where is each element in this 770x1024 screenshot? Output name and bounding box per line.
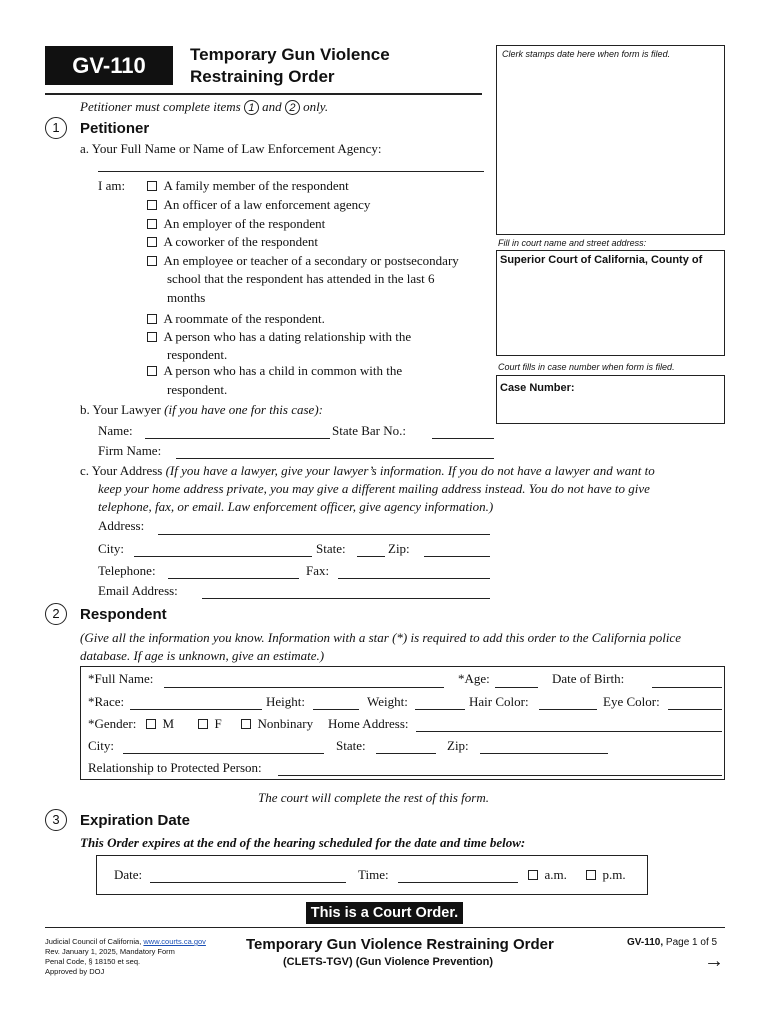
case-number-note: Court fills in case number when form is filed.	[498, 362, 675, 372]
option-law-officer[interactable]: An officer of a law enforcement agency	[147, 197, 370, 213]
section-1-title: Petitioner	[80, 120, 150, 137]
option-family-member[interactable]: A family member of the respondent	[147, 178, 349, 194]
section-3-number: 3	[45, 809, 67, 831]
checkbox[interactable]	[586, 870, 596, 880]
resp-home-address-field[interactable]	[416, 731, 722, 732]
form-title-line1: Temporary Gun Violence	[190, 45, 390, 64]
resp-full-name-label: *Full Name:	[88, 671, 154, 686]
petitioner-instruction: Petitioner must complete items 1 and 2 only.	[80, 99, 329, 114]
resp-gender-label: *Gender:	[88, 716, 137, 731]
resp-race-field[interactable]	[130, 709, 262, 710]
resp-hair-field[interactable]	[539, 709, 597, 710]
resp-weight-label: Weight:	[367, 694, 408, 709]
section-1-number: 1	[45, 117, 67, 139]
resp-zip-field[interactable]	[480, 753, 608, 754]
resp-height-field[interactable]	[313, 709, 359, 710]
checkbox[interactable]	[147, 256, 157, 266]
form-code-badge: GV-110	[45, 46, 173, 85]
footer-left-line4: Approved by DOJ	[45, 967, 105, 976]
court-name-label: Superior Court of California, County of	[500, 254, 703, 266]
resp-city-field[interactable]	[123, 753, 324, 754]
clerk-note: Clerk stamps date here when form is filed.	[502, 49, 671, 59]
resp-zip-label: Zip:	[447, 738, 469, 753]
checkbox[interactable]	[147, 314, 157, 324]
resp-age-field[interactable]	[495, 687, 538, 688]
gender-m-option[interactable]: M	[146, 716, 174, 732]
respondent-note-line1: (Give all the information you know. Information with a star (*) is required to add this order to the California police	[80, 630, 681, 645]
next-page-arrow-icon[interactable]: →	[704, 950, 724, 972]
footer-rule	[45, 927, 725, 928]
resp-eye-field[interactable]	[668, 709, 722, 710]
option-dating[interactable]: A person who has a dating relationship with the	[147, 329, 411, 345]
checkbox[interactable]	[147, 237, 157, 247]
checkbox[interactable]	[147, 332, 157, 342]
footer-page-number: GV-110, Page 1 of 5	[627, 937, 718, 948]
option-employer[interactable]: An employer of the respondent	[147, 216, 325, 232]
am-option[interactable]: a.m.	[528, 867, 567, 883]
header-rule	[45, 93, 482, 95]
footer-form-subtitle: (CLETS-TGV) (Gun Violence Prevention)	[283, 956, 494, 968]
zip-field[interactable]	[424, 556, 490, 557]
option-roommate[interactable]: A roommate of the respondent.	[147, 311, 325, 327]
expiration-note: This Order expires at the end of the hearing scheduled for the date and time below:	[80, 835, 526, 850]
footer-left-line3: Penal Code, § 18150 et seq.	[45, 957, 141, 966]
case-number-label: Case Number:	[500, 382, 575, 394]
pm-option[interactable]: p.m.	[586, 867, 626, 883]
expiration-date-field[interactable]	[150, 882, 346, 883]
resp-race-label: *Race:	[88, 694, 125, 709]
checkbox[interactable]	[528, 870, 538, 880]
option-coworker[interactable]: A coworker of the respondent	[147, 234, 318, 250]
city-label: City:	[98, 541, 125, 556]
option-school-cont2: months	[167, 290, 206, 305]
fax-field[interactable]	[338, 578, 490, 579]
resp-dob-label: Date of Birth:	[552, 671, 625, 686]
resp-dob-field[interactable]	[652, 687, 722, 688]
resp-relationship-field[interactable]	[278, 775, 722, 776]
checkbox[interactable]	[147, 219, 157, 229]
option-school-cont1: school that the respondent has attended in the last 6	[167, 271, 435, 286]
section-3-title: Expiration Date	[80, 812, 191, 829]
resp-full-name-field[interactable]	[164, 687, 444, 688]
resp-relationship-label: Relationship to Protected Person:	[88, 760, 262, 775]
checkbox[interactable]	[147, 181, 157, 191]
state-bar-field[interactable]	[432, 438, 494, 439]
court-completes-note: The court will complete the rest of this form.	[258, 790, 489, 805]
form-title-line2: Restraining Order	[190, 67, 335, 86]
resp-city-label: City:	[88, 738, 115, 753]
item-2-marker: 2	[285, 100, 300, 115]
item-1-marker: 1	[244, 100, 259, 115]
zip-label: Zip:	[388, 541, 410, 556]
email-field[interactable]	[202, 598, 490, 599]
telephone-label: Telephone:	[98, 563, 156, 578]
option-dating-cont: respondent.	[167, 347, 228, 362]
address-note-line3: telephone, fax, or email. Law enforcement officer, give agency information.)	[98, 499, 494, 514]
i-am-label: I am:	[98, 178, 126, 193]
city-field[interactable]	[134, 556, 312, 557]
state-bar-label: State Bar No.:	[332, 423, 407, 438]
option-school-employee[interactable]: An employee or teacher of a secondary or postsecondary	[147, 253, 459, 269]
telephone-field[interactable]	[168, 578, 299, 579]
petitioner-name-label: a. Your Full Name or Name of Law Enforcement Agency:	[80, 141, 382, 156]
section-2-title: Respondent	[80, 606, 167, 623]
checkbox[interactable]	[147, 200, 157, 210]
email-label: Email Address:	[98, 583, 178, 598]
expiration-date-label: Date:	[114, 867, 143, 882]
firm-name-field[interactable]	[176, 458, 494, 459]
resp-height-label: Height:	[266, 694, 305, 709]
respondent-note-line2: database. If age is unknown, give an estimate.)	[80, 648, 325, 663]
state-field[interactable]	[357, 556, 385, 557]
lawyer-name-field[interactable]	[145, 438, 330, 439]
address-section-label: c. Your Address (If you have a lawyer, give your lawyer’s information. If you do not have a lawyer and want to	[80, 463, 655, 478]
lawyer-label: b. Your Lawyer (if you have one for this case):	[80, 402, 323, 417]
footer-left-line1: Judicial Council of California, www.courts.ca.gov	[45, 937, 206, 946]
option-child[interactable]: A person who has a child in common with the	[147, 363, 402, 379]
checkbox[interactable]	[147, 366, 157, 376]
resp-age-label: *Age:	[458, 671, 490, 686]
gender-nonbinary-option[interactable]: Nonbinary	[241, 716, 313, 732]
resp-eye-label: Eye Color:	[603, 694, 660, 709]
address-field[interactable]	[158, 534, 490, 535]
resp-state-field[interactable]	[376, 753, 436, 754]
resp-weight-field[interactable]	[415, 709, 465, 710]
lawyer-name-label: Name:	[98, 423, 133, 438]
resp-home-address-label: Home Address:	[328, 716, 409, 731]
resp-state-label: State:	[336, 738, 366, 753]
gender-f-option[interactable]: F	[198, 716, 222, 732]
petitioner-name-field[interactable]	[98, 171, 484, 172]
court-name-note: Fill in court name and street address:	[498, 238, 647, 248]
checkbox[interactable]	[241, 719, 251, 729]
resp-hair-label: Hair Color:	[469, 694, 529, 709]
clerk-stamp-box	[496, 45, 725, 235]
firm-name-label: Firm Name:	[98, 443, 162, 458]
footer-form-title: Temporary Gun Violence Restraining Order	[246, 936, 554, 953]
address-note-line2: keep your home address private, you may give a different mailing address instead. You do not have to give	[98, 481, 650, 496]
expiration-time-label: Time:	[358, 867, 389, 882]
courts-website-link[interactable]: www.courts.ca.gov	[143, 937, 206, 946]
address-label: Address:	[98, 518, 145, 533]
expiration-time-field[interactable]	[398, 882, 518, 883]
footer-left-line2: Rev. January 1, 2025, Mandatory Form	[45, 947, 175, 956]
section-2-number: 2	[45, 603, 67, 625]
state-label: State:	[316, 541, 346, 556]
checkbox[interactable]	[198, 719, 208, 729]
option-child-cont: respondent.	[167, 382, 228, 397]
court-order-banner: This is a Court Order.	[306, 902, 463, 924]
fax-label: Fax:	[306, 563, 330, 578]
checkbox[interactable]	[146, 719, 156, 729]
